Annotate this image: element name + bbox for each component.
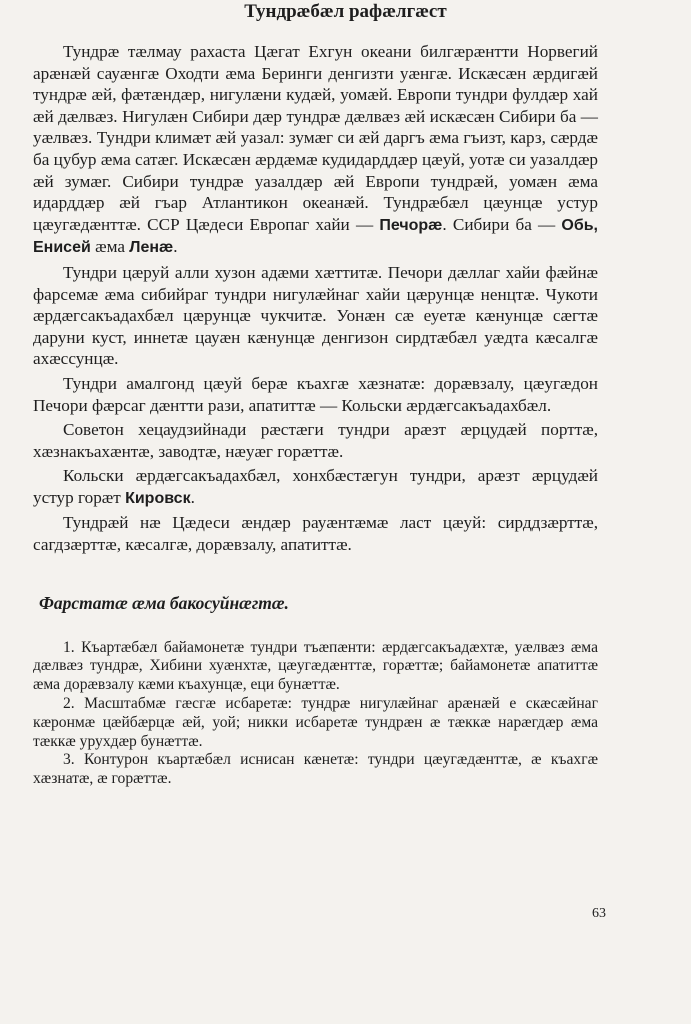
body-paragraph [33,419,598,462]
body-paragraph [33,262,598,370]
section-title: Фарстатæ æма бакосуйнæгтæ. [39,592,289,613]
emphasized-term: Ленæ [129,239,174,257]
text-segment: Тундрæй нæ Цæдеси æндæр рауæнтæмæ ласт цæуй: сирддзæрттæ, сагдзæрттæ, кæсалгæ, дорæвзалу, апатиттæ. [33,513,598,555]
text-segment: . [190,487,195,507]
task-list [33,639,598,789]
body-paragraph [33,41,598,259]
body-paragraph [33,512,598,555]
text-segment: Советон хецаудзийнади рæстæги тундри арæзт æрцудæй порттæ, хæзнакъахæнтæ, заводтæ, нæуæг горæттæ. [33,420,598,461]
text-segment: Тундри амалгонд цæуй берæ къахгæ хæзнатæ: дорæвзалу, цæугæдон Печори фæрсаг дæнтти рази, апатиттæ — Кольски æрдæгсакъадахбæл. [33,373,598,415]
body-paragraph [33,373,598,416]
task-item: 1. Къартæбæл байамонетæ тундри тъæпæнти: æрдæгсакъадæхтæ, уæлвæз æма дæлвæз тундрæ, Хибини хуæнхтæ, цæугæдæнттæ, горæттæ; байамонетæ апатиттæ æма дорæвзалу кæми къахунцæ, еци бунæттæ. [33,638,598,694]
emphasized-term: Печорæ [379,216,443,234]
text-segment: æма [90,237,130,257]
page-number: 63 [592,906,606,921]
emphasized-term: Кировск [125,489,191,507]
text-segment: . [173,237,178,257]
main-text [33,41,598,556]
text-segment: Кольски æрдæгсакъадахбæл, хонхбæстæгун тундри, арæзт æрцудæй устур горæт [33,466,598,507]
body-paragraph [33,465,598,509]
text-segment: Тундри цæруй алли хузон адæми хæттитæ. Печори дæллаг хайи фæйнæ фарсемæ æма сибийраг тундри нигулæйнаг хайи цæрунцæ ненцтæ. Чукоти æрдæгсакъадахбæл цæрунцæ чукчитæ. Уонæн сæ еуетæ кæнунцæ сæгтæ даруни куст, иннетæ цауæн кæнунцæ денгизон сирдтæбæл уæдта кæсалгæ ахæссунцæ. [33,262,598,369]
emphasized-term: Обь, Енисей [33,216,598,257]
text-segment: Тундрæ тæлмау рахаста Цæгат Ехгун океани билгæрæнтти Норвегий арæнæй сауæнгæ Оходти æма Беринги денгизти уæнгæ. Искæсæн æрдигæй тундрæ æй, фæтæндæр, нигулæни кудæй, уомæй. Европи тундри фулдæр хай æй дæлвæз. Нигулæн Сибири дæр тундрæ дæлвæз æй искæсæн Сибири ба — уæлвæз. Тундри климæт æй уазал: зумæг си æй даргъ æма гъизт, карз, сæрдæ ба цубур æма сатæг. Искæсæн æрдæмæ кудидарддæр цæуй, уотæ си уазалдæр æй зумæг. Сибири тундрæ уазалдæр æй Европи тундрæй, уомæн æма идарддæр æй гъар Атлантикон океанæй. Тундрæбæл цæунцæ устур цæугæдæнттæ. ССР Цæдеси Европаг хайи — [33,42,598,234]
page-title: Тундрæбæл рафæлгæст [244,1,447,22]
task-item: 2. Масштабмæ гæсгæ исбаретæ: тундрæ нигулæйнаг арæнæй е скæсæйнаг кæронмæ цæйбæрцæ æй, уой; никки исбаретæ тундрæн æ тæккæ нарæгдæр æма тæккæ урухдæр бунæттæ. [33,695,598,750]
text-segment: . Сибири ба — [442,214,562,234]
task-item: 3. Контурон къартæбæл иснисан кæнетæ: тундри цæугæдæнттæ, æ къахгæ хæзнатæ, æ горæттæ. [33,751,598,788]
